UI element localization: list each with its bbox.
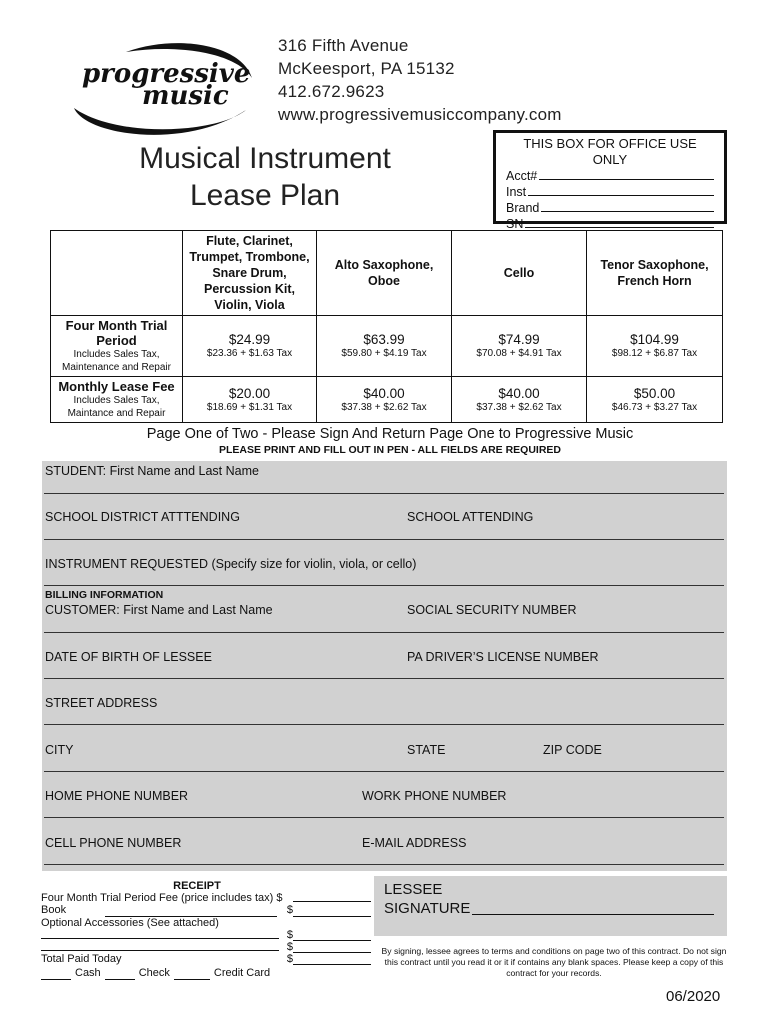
tax-breakdown: $37.38 + $2.62 Tax <box>341 401 427 413</box>
pricing-row-header <box>51 316 183 377</box>
book-label: Book <box>41 904 67 917</box>
row-title: Four Month Trial Period <box>65 318 168 348</box>
dob-license-field[interactable] <box>44 678 724 679</box>
city-state-zip-field[interactable] <box>44 771 724 772</box>
tax-breakdown: $98.12 + $6.87 Tax <box>611 348 698 359</box>
tax-breakdown: $59.80 + $4.19 Tax <box>341 348 427 359</box>
pricing-col-header: Flute, Clarinet, Trumpet, Trombone, Snare Drum, Percussion Kit, Violin, Viola <box>183 231 317 316</box>
price-cell <box>317 316 452 377</box>
pricing-col-header: Alto Saxophone, Oboe <box>317 231 452 316</box>
price-cell <box>183 316 317 377</box>
price-cell <box>452 377 587 423</box>
price-cell <box>452 316 587 377</box>
cash-blank[interactable] <box>41 970 71 980</box>
street-address-label: STREET ADDRESS <box>45 696 158 710</box>
price: $40.00 <box>363 385 405 401</box>
signature-disclaimer: By signing, lessee agrees to terms and conditions on page two of this contract. Do not sign this contract until you read it or it if contains any blank spaces. Please keep a copy of this contract for your records. <box>381 946 727 978</box>
page-title <box>100 140 430 214</box>
address-street: 316 Fifth Avenue <box>278 36 409 55</box>
office-box-header: THIS BOX FOR OFFICE USE ONLY <box>523 136 697 167</box>
total-dollar: $ <box>286 953 293 966</box>
print-instruction: PLEASE PRINT AND FILL OUT IN PEN - ALL FIELDS ARE REQUIRED <box>218 444 562 456</box>
price: $104.99 <box>630 332 679 347</box>
instrument-field[interactable] <box>44 585 724 586</box>
office-use-box <box>493 130 727 231</box>
credit-card-label: Credit Card <box>213 967 271 980</box>
opt-dollar: $ <box>286 941 293 954</box>
office-field-label: Brand <box>506 201 540 215</box>
office-field-brand[interactable] <box>506 200 714 216</box>
row-subtitle: Includes Sales Tax, Maintenance and Repair <box>62 349 171 373</box>
price-cell <box>183 377 317 423</box>
form-date: 06/2020 <box>666 988 721 1005</box>
title-line2: Lease Plan <box>189 179 341 212</box>
drivers-license-label: PA DRIVER’S LICENSE NUMBER <box>407 650 599 664</box>
email-label: E-MAIL ADDRESS <box>362 836 467 850</box>
phone-field[interactable] <box>44 817 724 818</box>
student-name-label: STUDENT: First Name and Last Name <box>45 464 259 478</box>
pricing-table <box>50 230 723 423</box>
price: $50.00 <box>633 385 676 401</box>
ssn-label: SOCIAL SECURITY NUMBER <box>407 603 577 617</box>
signature-row[interactable] <box>384 899 717 918</box>
address-city: McKeesport, PA 15132 <box>278 59 455 78</box>
dob-label: DATE OF BIRTH OF LESSEE <box>45 650 212 664</box>
cell-phone-label: CELL PHONE NUMBER <box>45 836 182 850</box>
tax-breakdown: $18.69 + $1.31 Tax <box>206 401 293 413</box>
receipt-trial-row[interactable] <box>41 892 371 904</box>
office-field-label: Acct# <box>506 169 538 183</box>
pricing-corner-cell <box>51 231 183 316</box>
price: $63.99 <box>363 332 405 347</box>
zip-code-label: ZIP CODE <box>543 743 602 757</box>
pricing-header-row <box>51 231 723 316</box>
tax-breakdown: $37.38 + $2.62 Tax <box>476 401 562 413</box>
pricing-row-trial <box>51 316 723 377</box>
row-title: Monthly Lease Fee <box>58 379 175 394</box>
school-field[interactable] <box>44 539 724 540</box>
pricing-col-header: Tenor Saxophone, French Horn <box>587 231 723 316</box>
price: $24.99 <box>228 332 271 347</box>
home-phone-label: HOME PHONE NUMBER <box>45 789 189 803</box>
address-web: www.progressivemusiccompany.com <box>278 105 562 124</box>
trial-fee-label: Four Month Trial Period Fee (price includes tax) $ <box>41 892 283 905</box>
payment-method-row <box>41 967 371 979</box>
page-instruction: Page One of Two - Please Sign And Return Page One to Progressive Music <box>146 426 634 442</box>
billing-info-header: BILLING INFORMATION <box>45 589 164 601</box>
check-label: Check <box>138 967 170 980</box>
city-label: CITY <box>45 743 74 757</box>
state-label: STATE <box>407 743 446 757</box>
pricing-col-header: Cello <box>452 231 587 316</box>
check-blank[interactable] <box>105 970 135 980</box>
pricing-row-monthly <box>51 377 723 423</box>
customer-field[interactable] <box>44 632 724 633</box>
tax-breakdown: $70.08 + $4.91 Tax <box>476 348 562 359</box>
company-address <box>278 34 562 126</box>
opt-dollar: $ <box>286 928 293 941</box>
receipt-title: RECEIPT <box>173 880 221 892</box>
pricing-row-header <box>51 377 183 423</box>
cash-label: Cash <box>75 967 101 980</box>
price: $40.00 <box>498 385 540 401</box>
receipt-section <box>41 880 371 980</box>
price: $20.00 <box>228 385 271 401</box>
street-address-field[interactable] <box>44 724 724 725</box>
receipt-book-row[interactable] <box>41 904 371 916</box>
price-cell <box>317 377 452 423</box>
optional-accessories-label: Optional Accessories (See attached) <box>41 916 219 929</box>
signature-line[interactable] <box>472 899 714 915</box>
logo-line1: progressive <box>82 59 251 89</box>
tax-breakdown: $46.73 + $3.27 Tax <box>611 401 698 413</box>
office-field-label: Inst <box>506 185 527 199</box>
address-phone: 412.672.9623 <box>278 82 385 101</box>
instrument-requested-label: INSTRUMENT REQUESTED (Specify size for violin, viola, or cello) <box>45 557 417 571</box>
customer-name-label: CUSTOMER: First Name and Last Name <box>45 603 273 617</box>
work-phone-label: WORK PHONE NUMBER <box>362 789 507 803</box>
school-attending-label: SCHOOL ATTENDING <box>407 510 534 524</box>
office-field-acct[interactable] <box>506 168 714 184</box>
total-label: Total Paid Today <box>41 953 122 966</box>
receipt-total-row[interactable] <box>41 953 371 965</box>
title-line1: Musical Instrument <box>139 142 391 175</box>
book-dollar: $ <box>286 904 293 917</box>
receipt-opt-row[interactable] <box>41 929 371 941</box>
office-field-inst[interactable] <box>506 184 714 200</box>
price-cell <box>587 316 723 377</box>
office-field-label: SN <box>506 217 524 231</box>
tax-breakdown: $23.36 + $1.63 Tax <box>206 348 293 359</box>
company-logo <box>66 38 258 140</box>
receipt-opt-row[interactable] <box>41 941 371 953</box>
credit-blank[interactable] <box>174 970 210 980</box>
row-subtitle: Includes Sales Tax, Maintance and Repair <box>67 395 166 419</box>
signature-label: SIGNATURE <box>384 900 471 917</box>
lessee-label: LESSEE <box>384 881 443 898</box>
price-cell <box>587 377 723 423</box>
price: $74.99 <box>498 332 540 347</box>
school-district-label: SCHOOL DISTRICT ATTTENDING <box>45 510 240 524</box>
cell-email-field[interactable] <box>44 864 724 865</box>
student-name-field[interactable] <box>44 493 724 494</box>
signature-box <box>374 876 727 936</box>
logo-line2: music <box>142 81 229 111</box>
